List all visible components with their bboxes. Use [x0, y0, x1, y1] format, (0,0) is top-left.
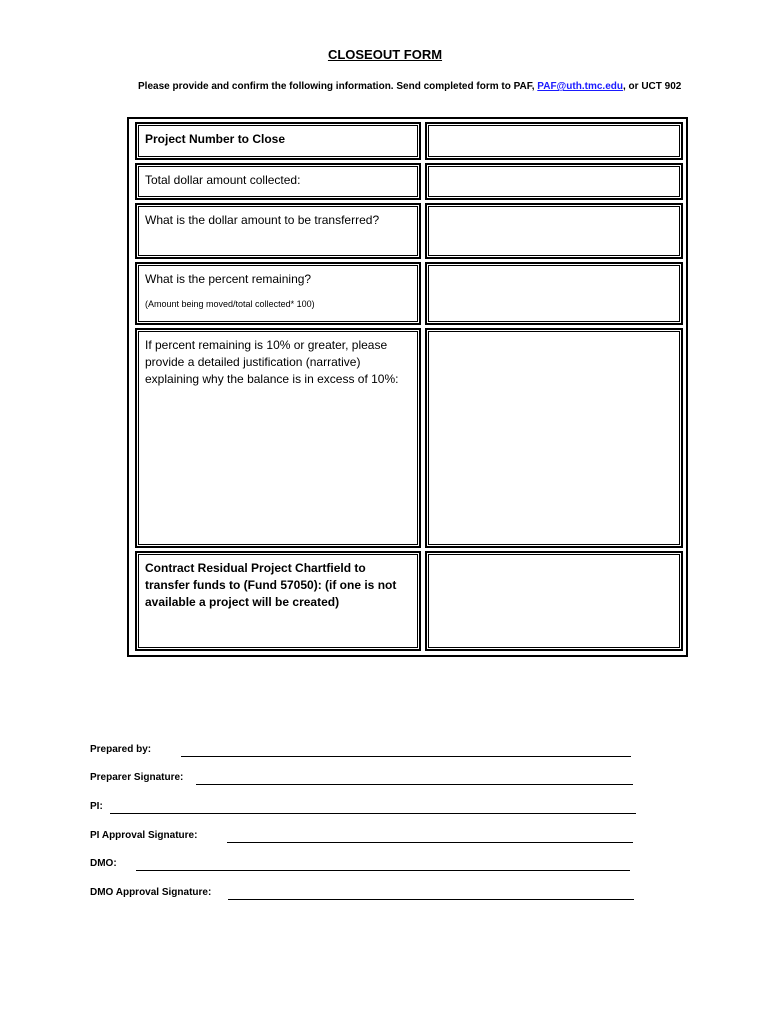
- prepared-by-line[interactable]: [181, 756, 631, 757]
- dmo-approval-line[interactable]: [228, 899, 634, 900]
- pi-line[interactable]: [110, 813, 636, 814]
- field-total-collected[interactable]: [426, 164, 682, 199]
- dmo-label: DMO:: [90, 858, 117, 869]
- label-amount-transferred: What is the dollar amount to be transferred?: [136, 204, 420, 258]
- instructions-text: [138, 81, 698, 92]
- dmo-line[interactable]: [136, 870, 630, 871]
- email-link[interactable]: PAF@uth.tmc.edu: [537, 81, 623, 92]
- dmo-approval-label: DMO Approval Signature:: [90, 887, 212, 898]
- label-total-collected: Total dollar amount collected:: [136, 164, 420, 199]
- pi-label: PI:: [90, 801, 103, 812]
- field-amount-transferred[interactable]: [426, 204, 682, 258]
- preparer-signature-line[interactable]: [196, 784, 633, 785]
- label-justification: If percent remaining is 10% or greater, please provide a detailed justification (narrative) explaining why the balance is in excess of 10%:: [136, 329, 420, 547]
- percent-remaining-note: (Amount being moved/total collected* 100): [145, 299, 315, 309]
- field-justification[interactable]: [426, 329, 682, 547]
- field-residual-chartfield[interactable]: [426, 552, 682, 650]
- form-title: CLOSEOUT FORM: [327, 47, 443, 62]
- instructions-body: Please provide and confirm the following information. Send completed form to PAF,: [138, 81, 538, 92]
- field-percent-remaining[interactable]: [426, 263, 682, 324]
- instructions-suffix: , or UCT 902: [622, 81, 682, 92]
- field-project-number[interactable]: [426, 123, 682, 159]
- label-project-number: Project Number to Close: [136, 123, 420, 159]
- preparer-signature-label: Preparer Signature:: [90, 772, 184, 783]
- pi-approval-label: PI Approval Signature:: [90, 830, 198, 841]
- prepared-by-label: Prepared by:: [90, 744, 152, 755]
- pi-approval-line[interactable]: [227, 842, 633, 843]
- label-residual-chartfield: Contract Residual Project Chartfield to transfer funds to (Fund 57050): (if one is not available a project will be created): [136, 552, 420, 650]
- closeout-form-table: [127, 117, 688, 657]
- percent-remaining-question: What is the percent remaining?: [145, 272, 312, 286]
- label-percent-remaining: [136, 263, 420, 324]
